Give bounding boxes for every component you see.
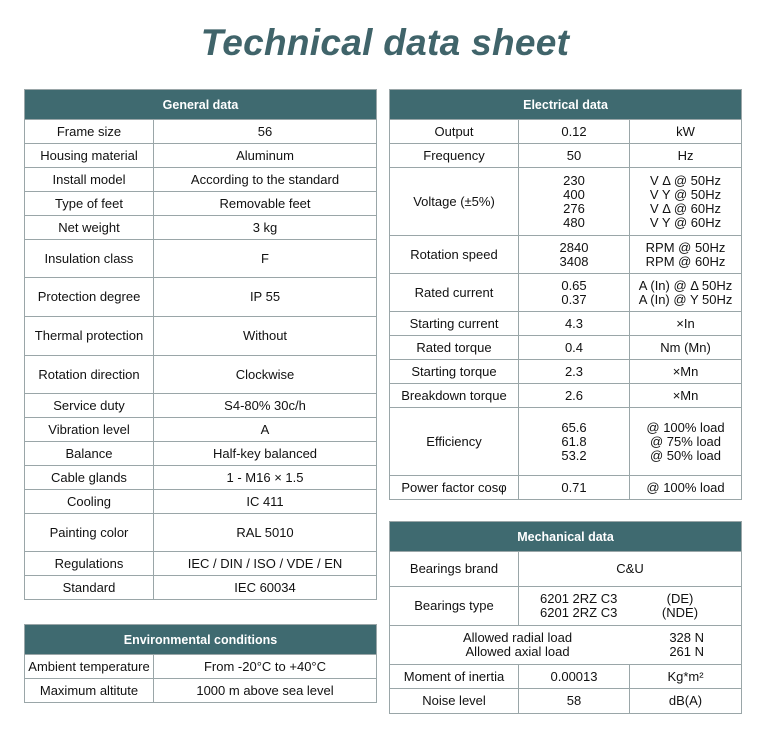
row-label: Service duty xyxy=(25,394,154,418)
row-unit: kW xyxy=(630,120,742,144)
row-unit: @ 100% load @ 75% load @ 50% load xyxy=(630,408,742,476)
row-value: 4.3 xyxy=(519,312,630,336)
row-label: Starting torque xyxy=(390,360,519,384)
row-label: Standard xyxy=(25,576,154,600)
table-row xyxy=(390,408,742,476)
row-value: 230 400 276 480 xyxy=(519,168,630,236)
environmental-conditions-header: Environmental conditions xyxy=(25,625,377,655)
table-row xyxy=(25,168,377,192)
row-unit: ×In xyxy=(630,312,742,336)
allowed-load-values: 328 N 261 N xyxy=(669,630,705,659)
mechanical-data-header: Mechanical data xyxy=(390,522,742,552)
environmental-conditions-table xyxy=(24,624,377,703)
table-row xyxy=(390,384,742,408)
table-row xyxy=(390,168,742,236)
table-row xyxy=(25,552,377,576)
electrical-data-table xyxy=(389,89,742,500)
noise-level-label: Noise level xyxy=(390,689,519,714)
row-unit: Hz xyxy=(630,144,742,168)
table-row xyxy=(25,317,377,356)
noise-level-value: 58 xyxy=(519,689,630,714)
row-unit: Nm (Mn) xyxy=(630,336,742,360)
row-label: Rotation direction xyxy=(25,356,154,394)
moment-of-inertia-unit: Kg*m² xyxy=(630,665,742,689)
row-value: RAL 5010 xyxy=(154,514,377,552)
page-title: Technical data sheet xyxy=(200,22,570,63)
row-label: Efficiency xyxy=(390,408,519,476)
table-row xyxy=(25,655,377,679)
noise-level-unit: dB(A) xyxy=(630,689,742,714)
row-label: Install model xyxy=(25,168,154,192)
table-row xyxy=(25,490,377,514)
bearings-type-cell xyxy=(519,587,742,626)
table-row xyxy=(390,236,742,274)
table-row xyxy=(25,442,377,466)
general-data-header: General data xyxy=(25,90,377,120)
row-value: 2840 3408 xyxy=(519,236,630,274)
row-label: Rated current xyxy=(390,274,519,312)
table-row xyxy=(25,514,377,552)
table-row xyxy=(25,576,377,600)
bearings-type-position: (DE) (NDE) xyxy=(661,591,699,620)
row-value: Without xyxy=(154,317,377,356)
table-row xyxy=(25,240,377,278)
row-label: Balance xyxy=(25,442,154,466)
row-label: Cable glands xyxy=(25,466,154,490)
moment-of-inertia-label: Moment of inertia xyxy=(390,665,519,689)
row-value: 2.3 xyxy=(519,360,630,384)
bearings-brand-label: Bearings brand xyxy=(390,552,519,587)
table-row xyxy=(390,144,742,168)
row-label: Protection degree xyxy=(25,278,154,317)
moment-of-inertia-value: 0.00013 xyxy=(519,665,630,689)
table-row xyxy=(390,587,742,626)
row-label: Cooling xyxy=(25,490,154,514)
table-row xyxy=(25,278,377,317)
row-label: Housing material xyxy=(25,144,154,168)
bearings-type-value: 6201 2RZ C3 6201 2RZ C3 xyxy=(540,591,618,620)
bearings-brand-value: C&U xyxy=(519,552,742,587)
table-row xyxy=(390,665,742,689)
table-row xyxy=(390,626,742,665)
table-row xyxy=(25,679,377,703)
row-label: Thermal protection xyxy=(25,317,154,356)
table-row xyxy=(25,216,377,240)
row-value: IP 55 xyxy=(154,278,377,317)
row-unit: A (In) @ Δ 50Hz A (In) @ Y 50Hz xyxy=(630,274,742,312)
row-label: Rated torque xyxy=(390,336,519,360)
row-label: Vibration level xyxy=(25,418,154,442)
row-value: IEC / DIN / ISO / VDE / EN xyxy=(154,552,377,576)
row-label: Voltage (±5%) xyxy=(390,168,519,236)
row-value: F xyxy=(154,240,377,278)
row-value: 56 xyxy=(154,120,377,144)
row-label: Painting color xyxy=(25,514,154,552)
row-value: 1 - M16 × 1.5 xyxy=(154,466,377,490)
row-value: From -20°C to +40°C xyxy=(154,655,377,679)
general-data-table xyxy=(24,89,377,600)
row-value: Aluminum xyxy=(154,144,377,168)
table-row xyxy=(390,274,742,312)
row-label: Breakdown torque xyxy=(390,384,519,408)
row-label: Type of feet xyxy=(25,192,154,216)
row-value: 0.71 xyxy=(519,476,630,500)
table-row xyxy=(390,476,742,500)
row-value: 0.4 xyxy=(519,336,630,360)
row-label: Regulations xyxy=(25,552,154,576)
row-unit: ×Mn xyxy=(630,360,742,384)
bearings-type-label: Bearings type xyxy=(390,587,519,626)
row-value: 0.12 xyxy=(519,120,630,144)
row-value: Clockwise xyxy=(154,356,377,394)
row-label: Power factor cosφ xyxy=(390,476,519,500)
row-label: Output xyxy=(390,120,519,144)
row-value: Removable feet xyxy=(154,192,377,216)
row-value: IC 411 xyxy=(154,490,377,514)
table-row xyxy=(25,144,377,168)
row-value: 1000 m above sea level xyxy=(154,679,377,703)
row-label: Starting current xyxy=(390,312,519,336)
row-value: 3 kg xyxy=(154,216,377,240)
row-label: Ambient temperature xyxy=(25,655,154,679)
table-row xyxy=(390,336,742,360)
row-value: S4-80% 30c/h xyxy=(154,394,377,418)
row-label: Frame size xyxy=(25,120,154,144)
table-row xyxy=(25,192,377,216)
table-row xyxy=(390,120,742,144)
row-label: Rotation speed xyxy=(390,236,519,274)
table-row xyxy=(390,689,742,714)
row-label: Maximum altitute xyxy=(25,679,154,703)
row-label: Frequency xyxy=(390,144,519,168)
table-row xyxy=(390,312,742,336)
row-unit: RPM @ 50Hz RPM @ 60Hz xyxy=(630,236,742,274)
mechanical-data-table xyxy=(389,521,742,714)
allowed-load-labels: Allowed radial load Allowed axial load xyxy=(463,630,573,659)
row-unit: V Δ @ 50Hz V Y @ 50Hz V Δ @ 60Hz V Y @ 60Hz xyxy=(630,168,742,236)
table-row xyxy=(25,356,377,394)
row-value: 50 xyxy=(519,144,630,168)
table-row xyxy=(25,418,377,442)
row-value: According to the standard xyxy=(154,168,377,192)
row-value: IEC 60034 xyxy=(154,576,377,600)
row-value: 65.6 61.8 53.2 xyxy=(519,408,630,476)
row-value: 0.65 0.37 xyxy=(519,274,630,312)
row-value: Half-key balanced xyxy=(154,442,377,466)
table-row xyxy=(25,394,377,418)
row-label: Insulation class xyxy=(25,240,154,278)
row-value: A xyxy=(154,418,377,442)
row-unit: @ 100% load xyxy=(630,476,742,500)
row-value: 2.6 xyxy=(519,384,630,408)
row-label: Net weight xyxy=(25,216,154,240)
electrical-data-header: Electrical data xyxy=(390,90,742,120)
allowed-load-cell xyxy=(390,626,742,665)
table-row xyxy=(390,360,742,384)
table-row xyxy=(25,120,377,144)
table-row xyxy=(25,466,377,490)
table-row xyxy=(390,552,742,587)
row-unit: ×Mn xyxy=(630,384,742,408)
